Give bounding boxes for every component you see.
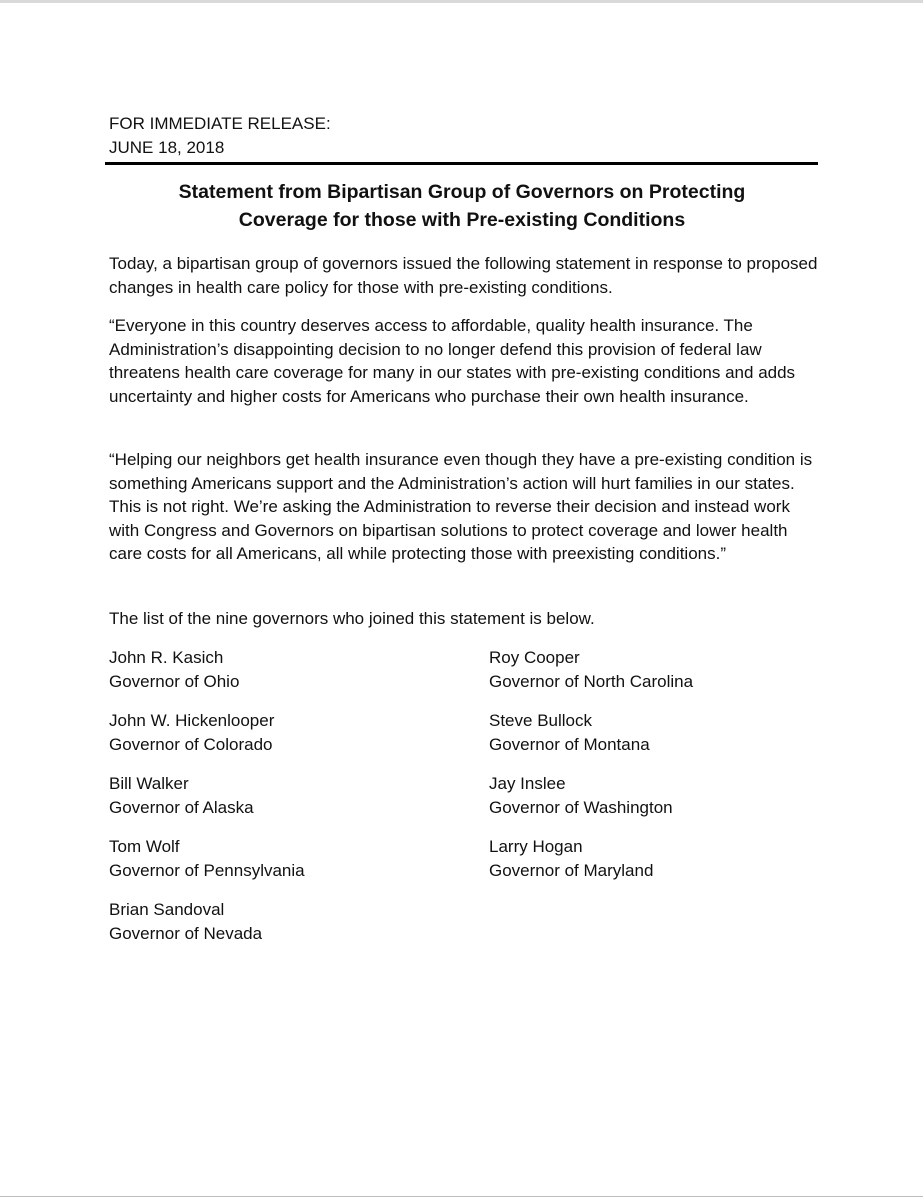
governor-name: Larry Hogan: [489, 837, 583, 856]
quote-paragraph-2: “Helping our neighbors get health insurance even though they have a pre-existing condition is something Americans support and the Administration’s action will hurt families in our states. This is not right. We’re asking the Administration to reverse their decision and instead work with Congress and Governors on bipartisan solutions to protect coverage and lower health care costs for all Americans, all while protecting those with preexisting conditions.”: [109, 450, 813, 563]
governor-entry: [109, 772, 469, 819]
governors-left-column: [109, 646, 469, 961]
governor-name: John W. Hickenlooper: [109, 711, 275, 730]
header-divider: [105, 162, 818, 165]
governor-title: Governor of Nevada: [109, 923, 263, 943]
governor-title: Governor of Washington: [489, 797, 673, 817]
governors-list-intro: The list of the nine governors who joined this statement is below.: [109, 609, 595, 628]
governor-entry: [109, 898, 469, 945]
governor-title: Governor of Colorado: [109, 734, 273, 754]
governor-title: Governor of Maryland: [489, 860, 654, 880]
release-label: FOR IMMEDIATE RELEASE:: [109, 114, 331, 133]
governor-name: Bill Walker: [109, 774, 189, 793]
governor-title: Governor of Ohio: [109, 671, 240, 691]
governor-name: John R. Kasich: [109, 648, 224, 667]
governor-entry: [489, 646, 849, 693]
governor-entry: [489, 709, 849, 756]
governor-name: Brian Sandoval: [109, 900, 225, 919]
governor-name: Tom Wolf: [109, 837, 180, 856]
governor-name: Jay Inslee: [489, 774, 566, 793]
governor-name: Roy Cooper: [489, 648, 580, 667]
page-bottom-border: [0, 1196, 923, 1197]
release-header: [109, 112, 331, 160]
governor-title: Governor of North Carolina: [489, 671, 694, 691]
governors-right-column: [489, 646, 849, 898]
title-line-2: Coverage for those with Pre-existing Conditions: [238, 209, 686, 231]
governor-entry: [109, 835, 469, 882]
governor-name: Steve Bullock: [489, 711, 592, 730]
release-date: JUNE 18, 2018: [109, 138, 225, 157]
governor-title: Governor of Montana: [489, 734, 650, 754]
page-top-border: [0, 0, 923, 3]
governor-entry: [489, 835, 849, 882]
governor-entry: [109, 646, 469, 693]
governor-title: Governor of Alaska: [109, 797, 254, 817]
governor-entry: [489, 772, 849, 819]
governor-title: Governor of Pennsylvania: [109, 860, 305, 880]
governor-entry: [109, 709, 469, 756]
intro-paragraph: Today, a bipartisan group of governors issued the following statement in response to proposed changes in health care policy for those with pre-existing conditions.: [109, 254, 818, 297]
title-line-1: Statement from Bipartisan Group of Governors on Protecting: [178, 181, 746, 203]
statement-title: [109, 178, 815, 234]
quote-paragraph-1: “Everyone in this country deserves access to affordable, quality health insurance. The Administration’s disappointing decision to no longer defend this provision of federal law threatens health care coverage for many in our states with pre-existing conditions and adds uncertainty and higher costs for Americans who purchase their own health insurance.: [109, 316, 796, 406]
